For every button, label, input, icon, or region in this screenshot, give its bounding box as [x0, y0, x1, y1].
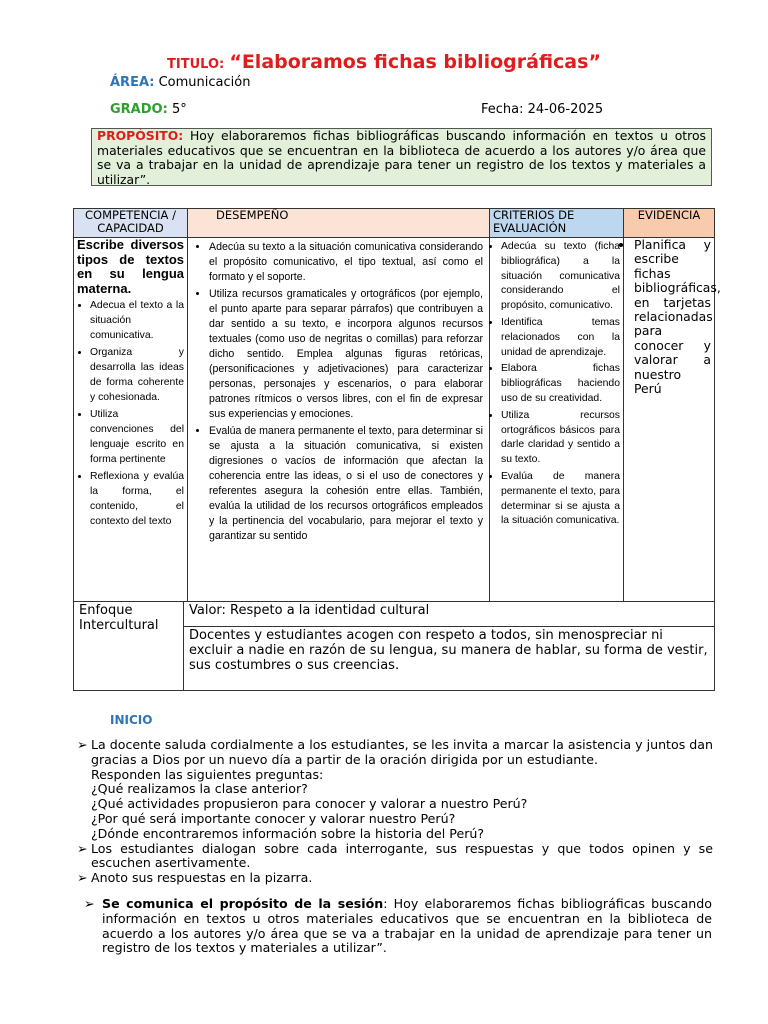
table-header-row	[74, 209, 715, 238]
list-item: • Evalúa de manera permanente el texto, para determinar si se ajusta a la situación comunicativa.	[501, 470, 620, 529]
list-item: • Reflexiona y evalúa la forma, el contenido, el contexto del texto	[90, 469, 184, 529]
area-value: Comunicación	[158, 75, 251, 90]
fecha: Fecha: 24-06-2025	[481, 102, 604, 117]
list-item: • Planifica y escribe fichas bibliográficas, en tarjetas relacionadas para conocer y valorar a nuestro Perú	[634, 238, 711, 396]
list-item: • Adecúa su texto a la situación comunicativa considerando el propósito comunicativo, el tipo textual, así como el formato y el soporte.	[209, 240, 483, 285]
purpose-text: Hoy elaboraremos fichas bibliográficas buscando información en textos u otros materiales educativos que se encuentran en la biblioteca de acuerdo a los autores y/o área que se va a trabajar en la unidad de aprendizaje para tener un registro de los textos y materiales a utilizar”.	[97, 128, 706, 187]
header-evidencia: EVIDENCIA	[624, 209, 715, 238]
table-row	[74, 238, 715, 602]
list-item: • Utiliza recursos ortográficos básicos para darle claridad y sentido a su texto.	[501, 409, 620, 468]
purpose-label: PROPÓSITO:	[97, 128, 184, 143]
capacidades-list	[77, 298, 184, 529]
list-item: • Elabora fichas bibliográficas haciendo uso de su creatividad.	[501, 362, 620, 406]
list-item	[77, 842, 713, 872]
paragraph: La docente saluda cordialmente a los estudiantes, se les invita a marcar la asistencia y juntos dan gracias a Dios por un nuevo día a partir de la oración dirigida por un estudiante.	[91, 737, 713, 767]
enfoque-table	[73, 601, 715, 691]
list-item: • Identifica temas relacionados con la unidad de aprendizaje.	[501, 316, 620, 360]
table-row	[74, 602, 715, 627]
paragraph: Anoto sus respuestas en la pizarra.	[91, 870, 313, 886]
evidencia-list	[626, 237, 721, 397]
desempeno-cell	[188, 238, 490, 602]
purpose-box	[91, 128, 712, 186]
arrow-bullet-icon: ➢	[77, 737, 88, 752]
inicio-heading: INICIO	[110, 713, 153, 727]
list-item: • Utiliza recursos gramaticales y ortográficos (por ejemplo, el punto aparte para separar párrafos) que contribuyen a dar sentido a su texto, e incorpora algunos recursos textuales (como uso de negritas o comillas) para reforzar dicho sentido. Emplea algunas figuras retóricas, (personificaciones y adjetivaciones) para caracterizar personas, personajes y escenarios, o para elaborar patrones rítmicos o versos libres, con el fin de expresar sus experiencias y emociones.	[209, 287, 483, 422]
grado-value: 5°	[171, 102, 187, 117]
title-label: TITULO:	[167, 57, 225, 72]
enfoque-descripcion: Docentes y estudiantes acogen con respeto a todos, sin menospreciar ni excluir a nadie en razón de su lengua, su manera de hablar, su forma de vestir, sus costumbres o sus creencias.	[184, 627, 715, 691]
inicio-body	[77, 738, 713, 886]
questions-intro: Responden las siguientes preguntas:	[91, 766, 324, 782]
arrow-bullet-icon: ➢	[77, 870, 88, 886]
list-item: • Evalúa de manera permanente el texto, para determinar si se ajusta a la situación comunicativa, si existen digresiones o vacíos de información que afectan la coherencia entre las ideas, o si el uso de conectores y referentes asegura la cohesión entre ellas. También, evalúa la utilidad de los recursos ortográficos empleados y la pertinencia del vocabulario, para mejorar el texto y garantizar su sentido	[209, 424, 483, 544]
enfoque-label: Enfoque Intercultural	[74, 602, 184, 691]
session-purpose-text: : Hoy elaboraremos fichas bibliográficas buscando información en textos u otros materiales educativos que se encuentran en la biblioteca de acuerdo a los autores y/o área que se va a trabajar en la unidad de aprendizaje para tener un registro de los textos y materiales a utilizar”.	[102, 896, 712, 956]
criterios-cell	[490, 238, 624, 602]
desempenos-list	[196, 240, 483, 544]
list-item	[77, 738, 713, 842]
paragraph: Los estudiantes dialogan sobre cada interrogante, sus respuestas y que todos opinen y se escuchen asertivamente.	[91, 840, 713, 871]
grado-line	[110, 102, 187, 117]
list-item	[77, 871, 713, 886]
header-competencia: COMPETENCIA / CAPACIDAD	[74, 209, 188, 238]
area-line	[110, 75, 250, 90]
title-text: “Elaboramos fichas bibliográficas”	[229, 51, 601, 73]
enfoque-valor: Valor: Respeto a la identidad cultural	[184, 602, 715, 627]
question: ¿Qué actividades propusieron para conocer y valorar a nuestro Perú?	[91, 796, 528, 812]
session-purpose-label: Se comunica el propósito de la sesión	[102, 896, 384, 911]
competency-table	[73, 208, 721, 602]
question: ¿Qué realizamos la clase anterior?	[91, 781, 308, 797]
evidencia-cell	[624, 237, 721, 602]
question: ¿Por qué será importante conocer y valorar nuestro Perú?	[91, 810, 456, 826]
page-title	[0, 51, 768, 73]
session-purpose	[84, 897, 712, 956]
question: ¿Dónde encontraremos información sobre la historia del Perú?	[91, 825, 485, 841]
grado-label: GRADO:	[110, 102, 168, 117]
arrow-bullet-icon: ➢	[84, 896, 95, 911]
competencia-cell	[74, 238, 188, 602]
arrow-bullet-icon: ➢	[77, 840, 88, 856]
list-item: • Organiza y desarrolla las ideas de forma coherente y cohesionada.	[90, 345, 184, 405]
competencia-title: Escribe diversos tipos de textos en su lengua materna.	[77, 237, 184, 296]
list-item	[84, 897, 712, 956]
list-item: • Adecúa su texto (ficha bibliográfica) a la situación comunicativa considerando el propósito, comunicativo.	[501, 240, 620, 314]
header-criterios: CRITERIOS DE EVALUACIÓN	[490, 209, 624, 238]
list-item: • Adecua el texto a la situación comunicativa.	[90, 298, 184, 343]
area-label: ÁREA:	[110, 75, 155, 90]
header-desempeno: DESEMPEÑO	[188, 209, 490, 238]
criterios-list	[493, 240, 620, 529]
list-item: • Utiliza convenciones del lenguaje escrito en forma pertinente	[90, 407, 184, 467]
